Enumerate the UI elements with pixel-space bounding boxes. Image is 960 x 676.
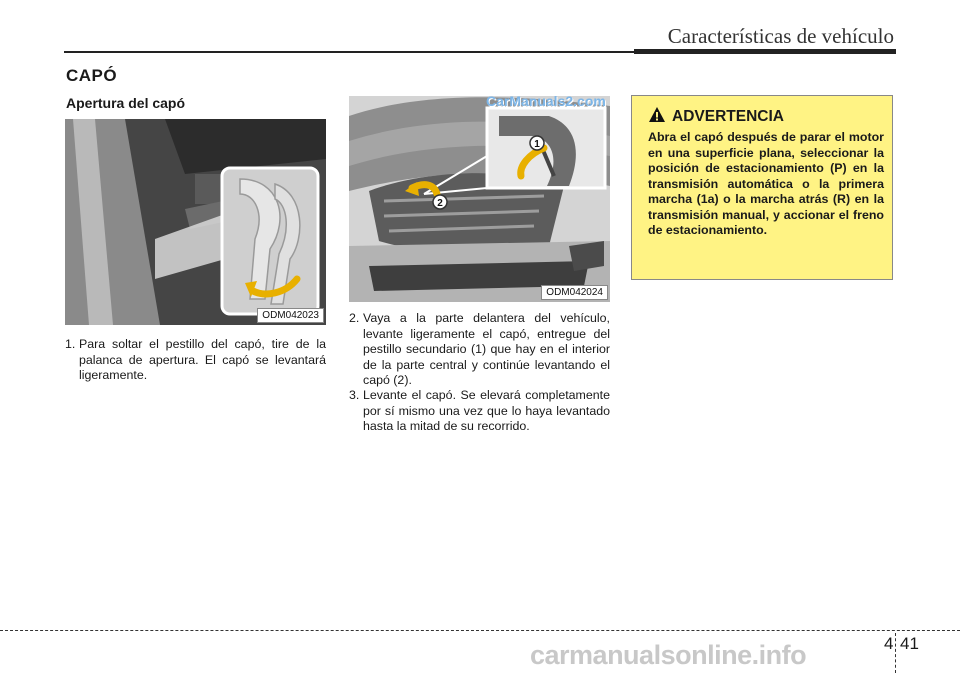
figure-hood-front <box>349 96 610 302</box>
step-text: Levante el capó. Se elevará completamente por sí mismo una vez que lo haya levantado hasta la mitad de su recorrido. <box>363 388 610 433</box>
watermark-bottom: carmanualsonline.info <box>530 640 807 670</box>
callout-1: 1 <box>534 139 540 150</box>
step-2 <box>349 311 610 389</box>
step-text: Para soltar el pestillo del capó, tire de la palanca de apertura. El capó se levantará ligeramente. <box>79 337 326 382</box>
header-rule-thick <box>634 49 896 54</box>
page-section-number: 4 <box>884 634 894 653</box>
page-number: 41 <box>900 634 919 653</box>
figure-hood-release-lever <box>65 119 326 325</box>
header-rule <box>64 51 634 53</box>
footer-rule <box>0 630 960 631</box>
step-number: 2. <box>349 311 360 325</box>
page-number-divider <box>895 633 896 673</box>
hood-front-illustration <box>349 96 610 302</box>
warning-heading: ADVERTENCIA <box>672 108 784 125</box>
warning-body: Abra el capó después de parar el motor en una superficie plana, seleccionar la posición de estacionamiento (P) en la transmisión automática o la primera marcha (1a) o la marcha atrás (R) en la transmisión manual, y accionar el freno de estacionamiento. <box>648 130 884 237</box>
step-number: 3. <box>349 388 360 402</box>
subsection-title: Apertura del capó <box>66 95 186 111</box>
step-3 <box>349 388 610 435</box>
figure-code: ODM042023 <box>257 308 324 323</box>
callout-2: 2 <box>437 198 443 209</box>
step-number: 1. <box>65 337 76 351</box>
step-text: Vaya a la parte delantera del vehículo, levante ligeramente el capó, entregue del pestillo secundario (1) que hay en el interior de la parte central y continúe levantando el capó (2). <box>363 311 610 387</box>
warning-triangle-icon <box>648 106 666 123</box>
section-title: CAPÓ <box>66 66 118 85</box>
step-1 <box>65 337 326 384</box>
watermark-top: CarManuals2.com <box>486 93 606 109</box>
figure-code: ODM042024 <box>541 285 608 300</box>
hood-release-illustration <box>65 119 326 325</box>
header-title: Características de vehículo <box>667 24 894 48</box>
warning-box <box>631 95 893 280</box>
